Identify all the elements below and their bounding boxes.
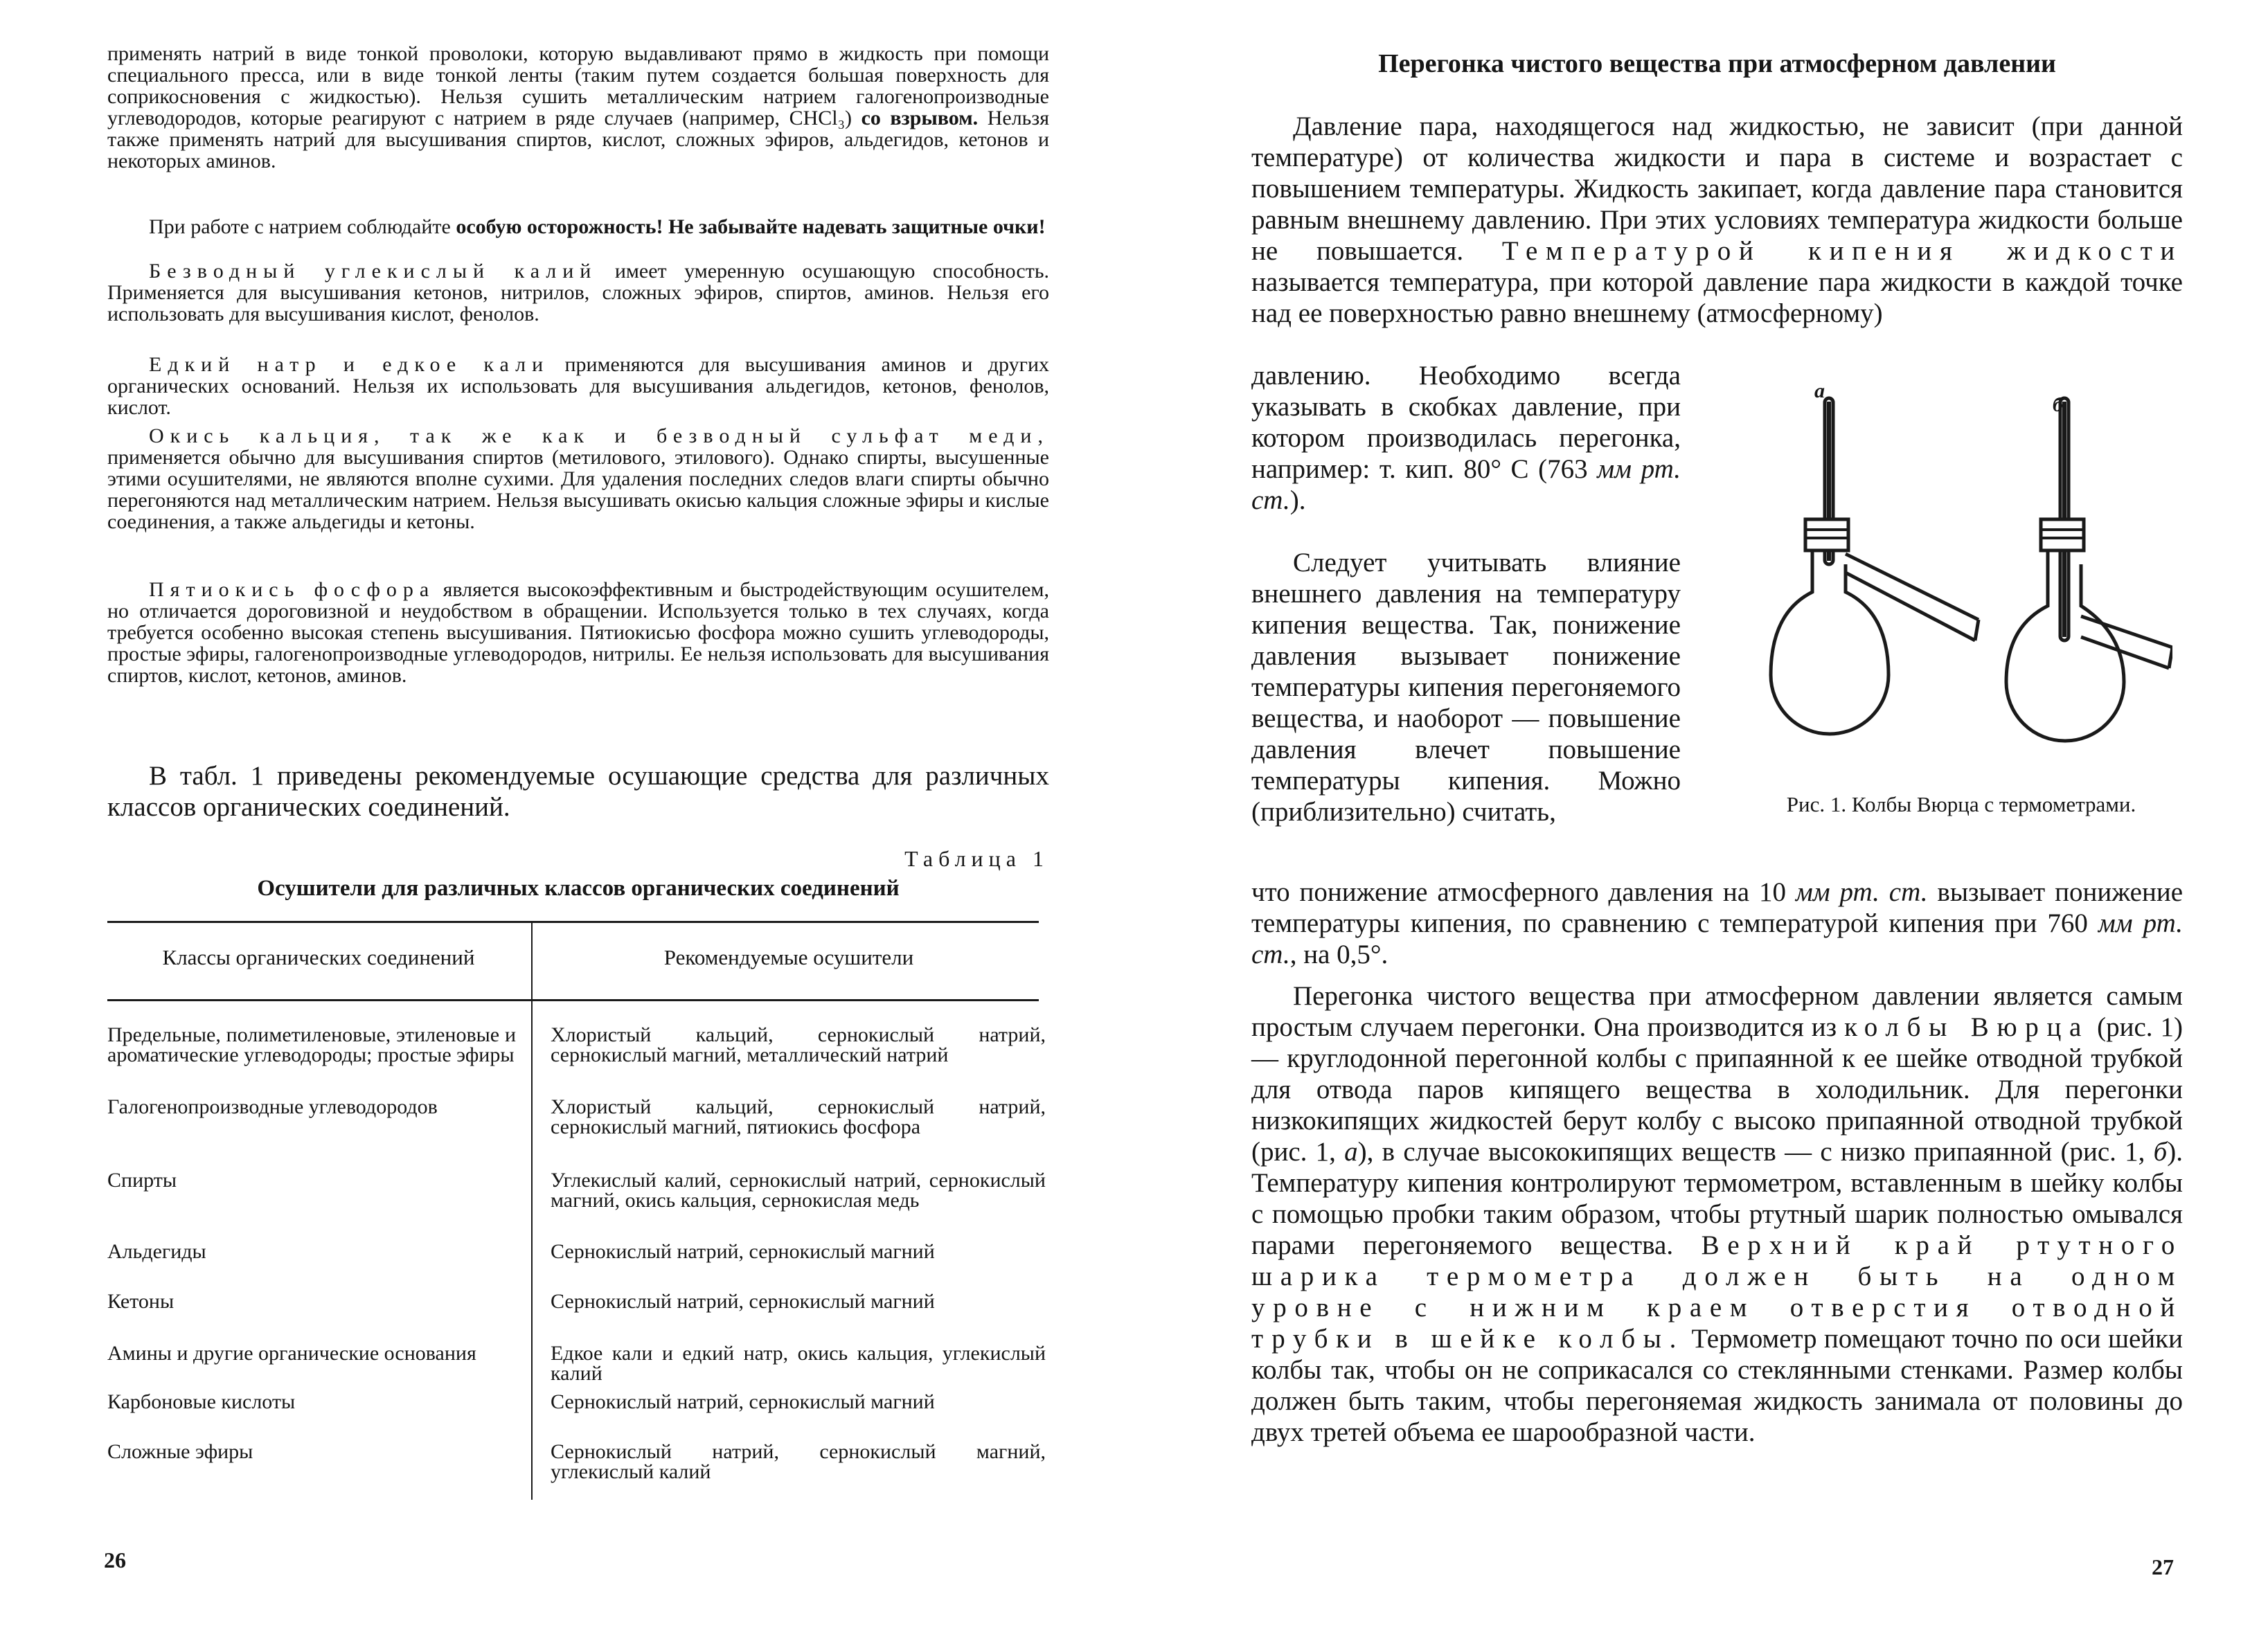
figure-ref: б — [2153, 1137, 2168, 1167]
figure-label-a: а — [1814, 379, 1825, 402]
figure-label-b: б — [2053, 393, 2063, 416]
paragraph-text: ). — [1289, 485, 1306, 515]
paragraph-text: называется температура, при которой давление пара жидкости в каждой точке над ее поверхностью равно внешнему (атмосферному) — [1251, 267, 2183, 328]
table-cell-agents: Едкое кали и едкий натр, окись кальция, углекислый калий — [551, 1342, 1046, 1385]
paragraph-text: применяется обычно для высушивания спиртов (метилового, этилового). Однако спирты, высушенные этими осушителями, не являются вполне сухими. Для удаления последних следов влаги спирты обычно перегоняются над металлическим натрием. Нельзя высушивать окисью кальция сложные эфиры и кислые соединения, а также альдегиды и кетоны. — [107, 446, 1049, 533]
paragraph-text: применять натрий в виде тонкой проволоки, которую выдавливают прямо в жидкость при помощи специального пресса, или в виде тонкой ленты (таким путем создается большая поверхность для соприкосновения с жидкостью). Нельзя сушить металлическим натрием галогенопроизводные углеводородов, которые реагируют с натрием в ряде случаев (например, CHCl₃) — [107, 42, 1049, 129]
page-number-right: 27 — [2152, 1554, 2174, 1579]
spaced-term: колбы Вюрца — [1844, 1012, 2090, 1042]
paragraph-text: является высокоэффективным и быстродействующим осушителем, но отличается дороговизной и неудобством в обращении. Используется только в тех случаях, когда требуется особенно высокая степень высушивания. Пятиокисью фосфора можно сушить углеводороды, простые эфиры, галогенопроизводные углеводородов, нитрилы. Ее нельзя использовать для высушивания спиртов, кислот, кетонов, аминов. — [107, 578, 1049, 687]
paragraph-wurtz-flask — [1251, 980, 2183, 1448]
spaced-term: Едкий натр и едкое кали — [149, 353, 550, 376]
paragraph-text: что понижение атмосферного давления на 10 — [1251, 877, 1796, 907]
figure-ref: а — [1344, 1137, 1358, 1167]
paragraph-text: ). Температуру кипения контролируют термометром, вставленным в шейку колбы с помощью пробки таким образом, чтобы ртутный шарик полностью омывался парами перегоняемого вещества. — [1251, 1137, 2183, 1260]
paragraph-pressure-influence: Следует учитывать влияние внешнего давления на температуру кипения вещества. Так, понижение давления вызывает понижение температуры кипения перегоняемого вещества, и наоборот — повышение давления влечет повышение температуры кипения. Можно (приблизительно) считать, — [1251, 548, 1681, 827]
paragraph-caustic — [107, 354, 1049, 418]
unit-text: мм рт. ст. — [1795, 877, 1928, 907]
table-header-rule — [107, 999, 1039, 1001]
paragraph-emphasis: особую осторожность! Не забывайте надевать защитные очки! — [456, 215, 1046, 238]
table-cell-agents: Сернокислый натрий, сернокислый магний — [551, 1240, 935, 1263]
paragraph-text: ), в случае высококипящих веществ — с низко припаянной (рис. 1, — [1357, 1137, 2154, 1167]
spaced-term: Пятиокись фосфора — [149, 578, 436, 601]
table-cell-class: Альдегиды — [107, 1240, 206, 1263]
paragraph-text: Термометр помещают точно по оси шейки колбы так, чтобы он не соприкасался со стеклянными стенками. Размер колбы должен быть таким, чтобы перегоняемая жидкость занимала от половины до двух третей объема ее шарообразной части. — [1251, 1324, 2183, 1447]
paragraph-phosphorus-pentoxide — [107, 579, 1049, 686]
paragraph-warning — [107, 216, 1049, 237]
paragraph-text: Давление пара, находящегося над жидкостью, не зависит (при данной температуре) от количества жидкости и пара в системе и возрастает с повышением температуры. Жидкость закипает, когда давление пара становится равным внешнему давлению. При этих условиях температура жидкости больше не повышается. — [1251, 111, 2183, 266]
page-number-left: 26 — [104, 1548, 126, 1572]
table-cell-agents: Хлористый кальций, сернокислый натрий, сернокислый магний, металлический натрий — [551, 1023, 1046, 1066]
paragraph-text: вызывает понижение температуры кипения, по сравнению с температурой кипения при 760 — [1251, 877, 2184, 938]
table-cell-agents: Сернокислый натрий, сернокислый магний — [551, 1290, 935, 1313]
paragraph-sodium — [107, 43, 1049, 172]
paragraph-pressure-effect — [1251, 877, 2183, 970]
table-column-divider — [531, 1001, 533, 1500]
table-cell-class: Кетоны — [107, 1290, 175, 1313]
table-cell-class: Сложные эфиры — [107, 1440, 253, 1463]
table-cell-agents: Сернокислый натрий, сернокислый магний — [551, 1390, 935, 1413]
table-title: Осушители для различных классов органических соединений — [257, 876, 900, 901]
spaced-term: Температурой кипения жидкости — [1501, 236, 2184, 266]
flask-a — [1771, 398, 1979, 734]
paragraph-text: , на 0,5°. — [1289, 940, 1389, 969]
spaced-term: Окись кальция, так же как и безводный сульфат меди, — [149, 424, 1049, 447]
figure-caption: Рис. 1. Колбы Вюрца с термометрами. — [1786, 792, 2136, 816]
paragraph-text: Нельзя также применять натрий для высушивания спиртов, кислот, сложных эфиров, альдегидов, кетонов и некоторых аминов. — [107, 107, 1049, 172]
flask-b — [2006, 398, 2172, 741]
table-cell-class: Карбоновые кислоты — [107, 1390, 296, 1413]
table-cell-class: Галогенопроизводные углеводородов — [107, 1095, 438, 1118]
paragraph-text: Перегонка чистого вещества при атмосферном давлении является самым простым случаем перегонки. Она производится из — [1251, 981, 2183, 1042]
table-header-classes: Классы органических соединений — [162, 945, 475, 969]
paragraph-text: (рис. 1) — круглодонной перегонной колбы с припаянной к ее шейке отводной трубкой для отвода паров кипящего вещества в холодильник. Для перегонки низкокипящих жидкостей берут колбу с высоко припаянной отводной трубкой (рис. 1, — [1251, 1012, 2184, 1167]
table-cell-agents: Хлористый кальций, сернокислый натрий, сернокислый магний, пятиокись фосфора — [551, 1095, 1046, 1138]
spaced-term: Безводный углекислый калий — [149, 260, 598, 283]
paragraph-text: имеет умеренную осушающую способность. Применяется для высушивания кетонов, нитрилов, сложных эфиров, спиртов, аминов. Нельзя его использовать для высушивания кислот, фенолов. — [107, 260, 1049, 325]
paragraph-potassium-carbonate — [107, 260, 1049, 325]
table-top-rule — [107, 921, 1039, 923]
table-cell-class: Предельные, полиметиленовые, этиленовые и ароматические углеводороды; простые эфиры — [107, 1023, 516, 1066]
right-page — [1134, 0, 2268, 1650]
unit-text: мм рт. ст. — [1251, 908, 2184, 969]
section-heading: Перегонка чистого вещества при атмосферном давлении — [1378, 49, 2056, 78]
table-cell-class: Спирты — [107, 1169, 177, 1192]
paragraph-emphasis: со взрывом. — [852, 107, 979, 129]
table-cell-agents: Углекислый калий, сернокислый натрий, сернокислый магний, окись кальция, сернокислая медь — [551, 1169, 1046, 1212]
unit-text: мм рт. ст. — [1251, 454, 1681, 515]
wurtz-flasks-figure — [1757, 384, 2172, 772]
paragraph-calcium-oxide — [107, 425, 1049, 532]
table-cell-agents: Сернокислый натрий, сернокислый магний, углекислый калий — [551, 1440, 1046, 1483]
paragraph-text: применяются для высушивания аминов и других органических оснований. Нельзя их использовать для высушивания альдегидов, кетонов, фенолов, кислот. — [107, 353, 1049, 419]
paragraph-table-intro: В табл. 1 приведены рекомендуемые осушающие средства для различных классов органических соединений. — [107, 761, 1049, 822]
table-cell-class: Амины и другие органические основания — [107, 1342, 476, 1365]
table-header-agents: Рекомендуемые осушители — [663, 945, 914, 969]
paragraph-text: При работе с натрием соблюдайте — [149, 215, 456, 238]
paragraph-text: давлению. Необходимо всегда указывать в скобках давление, при котором производилась перегонка, например: т. кип. 80° С (763 — [1251, 361, 1681, 484]
spaced-term: Верхний край ртутного шарика термометра должен быть на одном уровне с нижним краем отверстия отводной трубки в шейке колбы. — [1251, 1230, 2183, 1354]
paragraph-boiling-definition — [1251, 111, 2183, 329]
paragraph-pressure-note — [1251, 360, 1681, 516]
table-label: Таблица 1 — [904, 846, 1049, 871]
